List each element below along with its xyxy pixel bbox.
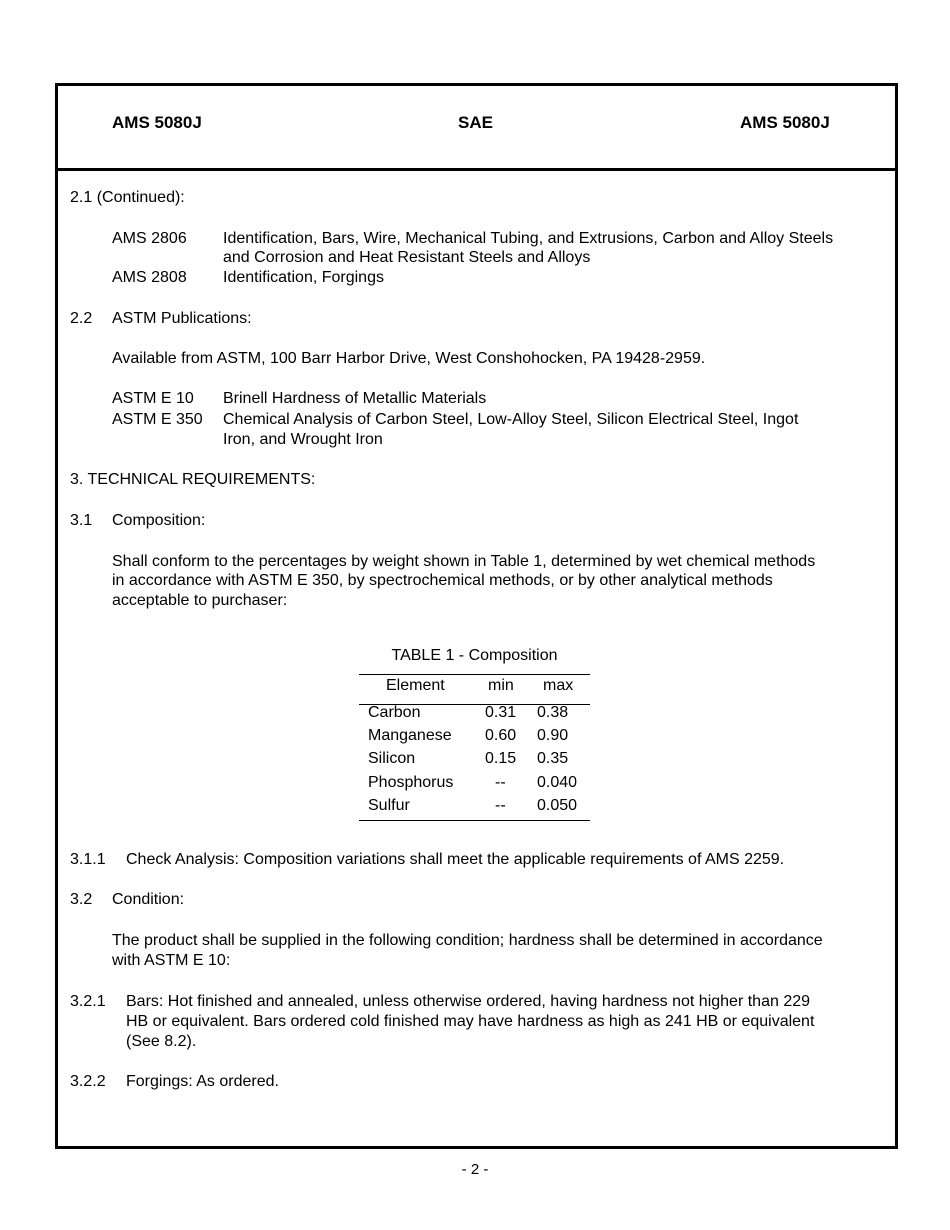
table-cell-min: -- [495,797,506,814]
header-org: SAE [458,113,493,132]
table-cell-element: Manganese [368,727,452,744]
table-cell-max: 0.35 [537,750,569,767]
paragraph-line: with ASTM E 10: [112,952,231,969]
column-header: min [488,677,514,694]
header-doc-id-right: AMS 5080J [740,113,830,132]
paragraph-line: HB or equivalent. Bars ordered cold finished may have hardness as high as 241 HB or equivalent [126,1013,815,1030]
paragraph-line: Shall conform to the percentages by weight shown in Table 1, determined by wet chemical methods [112,553,816,570]
column-header: Element [386,677,445,694]
table-cell-element: Sulfur [368,797,410,814]
table-cell-min: 0.60 [485,727,517,744]
astm-availability: Available from ASTM, 100 Barr Harbor Drive, West Conshohocken, PA 19428-2959. [112,350,706,367]
section-number: 3.1.1 [70,851,106,868]
table-top-rule [359,674,590,675]
table-cell-min: 0.31 [485,704,517,721]
section-number: 3.2.1 [70,993,106,1010]
ref-title: Brinell Hardness of Metallic Materials [223,390,487,407]
paragraph-line: acceptable to purchaser: [112,592,288,609]
table-caption: TABLE 1 - Composition [391,647,558,664]
column-header: max [543,677,574,694]
table-cell-max: 0.040 [537,774,578,791]
paragraph-line: in accordance with ASTM E 350, by spectrochemical methods, or by other analytical methods [112,572,773,589]
section-3-1-title: Composition: [112,512,206,529]
table-cell-element: Phosphorus [368,774,454,791]
table-bottom-rule [359,820,590,821]
ref-code: AMS 2806 [112,230,187,247]
section-3-2-title: Condition: [112,891,185,908]
table-cell-element: Silicon [368,750,416,767]
section-number: 3.2.2 [70,1073,106,1090]
section-number: 3.2 [70,891,93,908]
forgings-text: Forgings: As ordered. [126,1073,279,1090]
section-2-2-title: ASTM Publications: [112,310,252,327]
ref-code: ASTM E 10 [112,390,194,407]
ref-title: Chemical Analysis of Carbon Steel, Low-Alloy Steel, Silicon Electrical Steel, Ingot [223,411,799,428]
section-3-heading: 3. TECHNICAL REQUIREMENTS: [70,471,316,488]
paragraph-line: The product shall be supplied in the following condition; hardness shall be determined in accordance [112,932,823,949]
ref-title-cont: and Corrosion and Heat Resistant Steels and Alloys [223,249,591,266]
table-cell-min: -- [495,774,506,791]
ref-code: AMS 2808 [112,269,187,286]
header-divider [58,168,895,171]
table-cell-max: 0.38 [537,704,569,721]
table-cell-element: Carbon [368,704,421,721]
section-2-1-heading: 2.1 (Continued): [70,189,185,206]
ref-title: Identification, Forgings [223,269,384,286]
paragraph-line: Bars: Hot finished and annealed, unless otherwise ordered, having hardness not higher than 229 [126,993,811,1010]
ref-code: ASTM E 350 [112,411,203,428]
check-analysis-text: Check Analysis: Composition variations shall meet the applicable requirements of AMS 2259. [126,851,785,868]
ref-title-cont: Iron, and Wrought Iron [223,431,383,448]
section-number: 3.1 [70,512,93,529]
table-cell-min: 0.15 [485,750,517,767]
header-doc-id-left: AMS 5080J [112,113,202,132]
page-number: - 2 - [461,1161,489,1178]
ref-title: Identification, Bars, Wire, Mechanical Tubing, and Extrusions, Carbon and Alloy Steels [223,230,834,247]
section-number: 2.2 [70,310,93,327]
paragraph-line: (See 8.2). [126,1033,197,1050]
table-cell-max: 0.90 [537,727,569,744]
table-cell-max: 0.050 [537,797,578,814]
